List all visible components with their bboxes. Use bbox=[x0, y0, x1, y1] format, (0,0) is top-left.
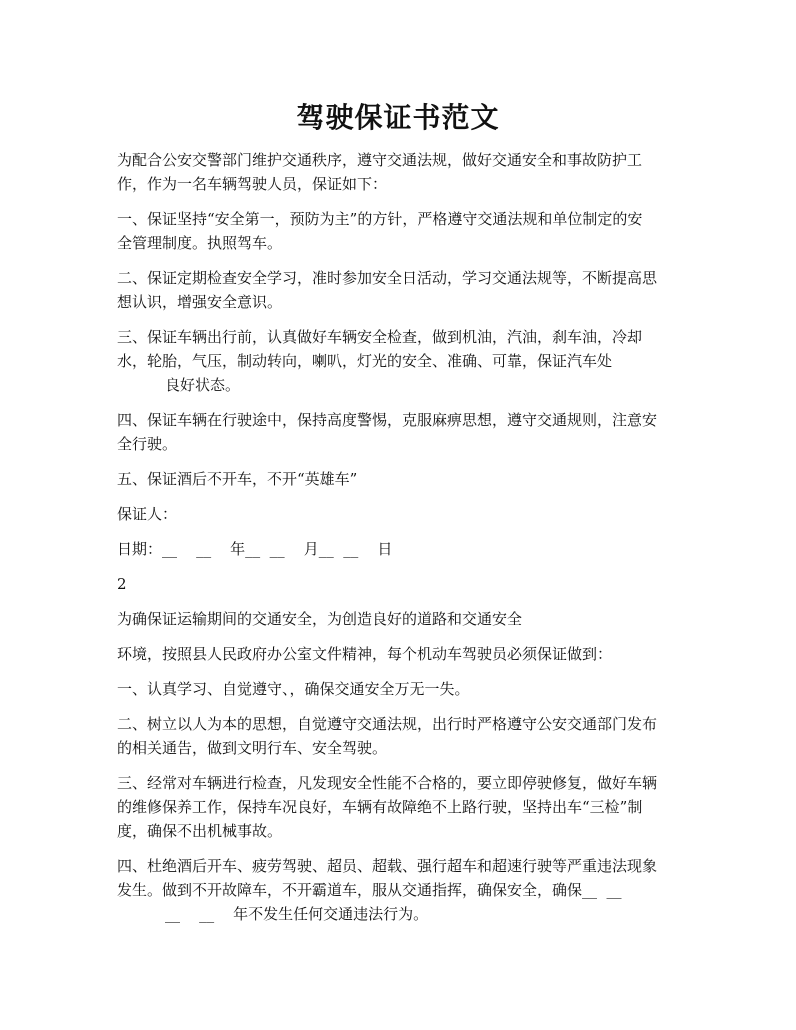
paragraph-item-2-4 bbox=[117, 854, 683, 926]
text-line: 二、保证定期检查安全学习，准时参加安全日活动，学习交通法规等，不断提高思 bbox=[117, 269, 658, 287]
text-line: 的维修保养工作，保持车况良好，车辆有故障绝不上路行驶，坚持出车“三检”制 bbox=[117, 798, 643, 816]
date-line bbox=[117, 537, 683, 561]
text-line: 四、保证车辆在行驶途中，保持高度警惕，克服麻痹思想，遵守交通规则，注意安 bbox=[117, 411, 658, 429]
paragraph-intro bbox=[117, 148, 683, 196]
text-line: 想认识，增强安全意识。 bbox=[117, 293, 283, 311]
paragraph-item-4 bbox=[117, 408, 683, 456]
text-line: __ __ 年不发生任何交通违法行为。 bbox=[165, 905, 429, 923]
text-line: 全管理制度。执照驾车。 bbox=[117, 234, 283, 252]
text-line: 良好状态。 bbox=[165, 376, 241, 394]
text-line: 度，确保不出机械事故。 bbox=[117, 822, 283, 840]
guarantor-line bbox=[117, 502, 683, 526]
paragraph-item-1 bbox=[117, 207, 683, 255]
text-line: 三、保证车辆出行前，认真做好车辆安全检查，做到机油，汽油，刹车油，冷却 bbox=[117, 328, 643, 346]
text-line: 日期：__ __ 年__ __ 月__ __ 日 bbox=[117, 540, 393, 558]
paragraph-item-3 bbox=[117, 325, 683, 397]
text-line: 环境，按照县人民政府办公室文件精神，每个机动车驾驶员必须保证做到： bbox=[117, 645, 613, 663]
text-line: 保证人： bbox=[117, 505, 178, 523]
text-line: 为确保证运输期间的交通安全，为创造良好的道路和交通安全 bbox=[117, 610, 523, 628]
text-line: 为配合公安交警部门维护交通秩序，遵守交通法规，做好交通安全和事故防护工 bbox=[117, 151, 643, 169]
text-line: 五、保证酒后不开车，不开“英雄车” bbox=[117, 470, 358, 488]
text-line: 二、树立以人为本的思想，自觉遵守交通法规，出行时严格遵守公安交通部门发布 bbox=[117, 715, 658, 733]
text-line: 一、保证坚持“安全第一，预防为主”的方针，严格遵守交通法规和单位制定的安 bbox=[117, 210, 643, 228]
text-line: 全行驶。 bbox=[117, 435, 178, 453]
text-line: 作，作为一名车辆驾驶人员，保证如下： bbox=[117, 175, 388, 193]
paragraph-item-5 bbox=[117, 467, 683, 491]
paragraph-intro-2b bbox=[117, 642, 683, 666]
paragraph-intro-2a bbox=[117, 607, 683, 631]
text-line: 三、经常对车辆进行检查，凡发现安全性能不合格的，要立即停驶修复，做好车辆 bbox=[117, 774, 658, 792]
text-line: 一、认真学习、自觉遵守、，确保交通安全万无一失。 bbox=[117, 680, 470, 698]
paragraph-item-2-3 bbox=[117, 771, 683, 843]
text-line: 水，轮胎，气压，制动转向，喇叭，灯光的安全、准确、可靠，保证汽车处 bbox=[117, 352, 613, 370]
paragraph-item-2 bbox=[117, 266, 683, 314]
text-line: 四、杜绝酒后开车、疲劳驾驶、超员、超载、强行超车和超速行驶等严重违法现象 bbox=[117, 857, 658, 875]
text-line: 的相关通告，做到文明行车、安全驾驶。 bbox=[117, 739, 388, 757]
section-number bbox=[117, 572, 683, 596]
paragraph-item-2-1 bbox=[117, 677, 683, 701]
text-line: 2 bbox=[117, 575, 127, 593]
text-line: 发生。做到不开故障车，不开霸道车，服从交通指挥，确保安全，确保__ __ bbox=[117, 881, 622, 899]
paragraph-item-2-2 bbox=[117, 712, 683, 760]
document-body bbox=[117, 148, 683, 937]
document-title: 驾驶保证书范文 bbox=[296, 101, 500, 134]
